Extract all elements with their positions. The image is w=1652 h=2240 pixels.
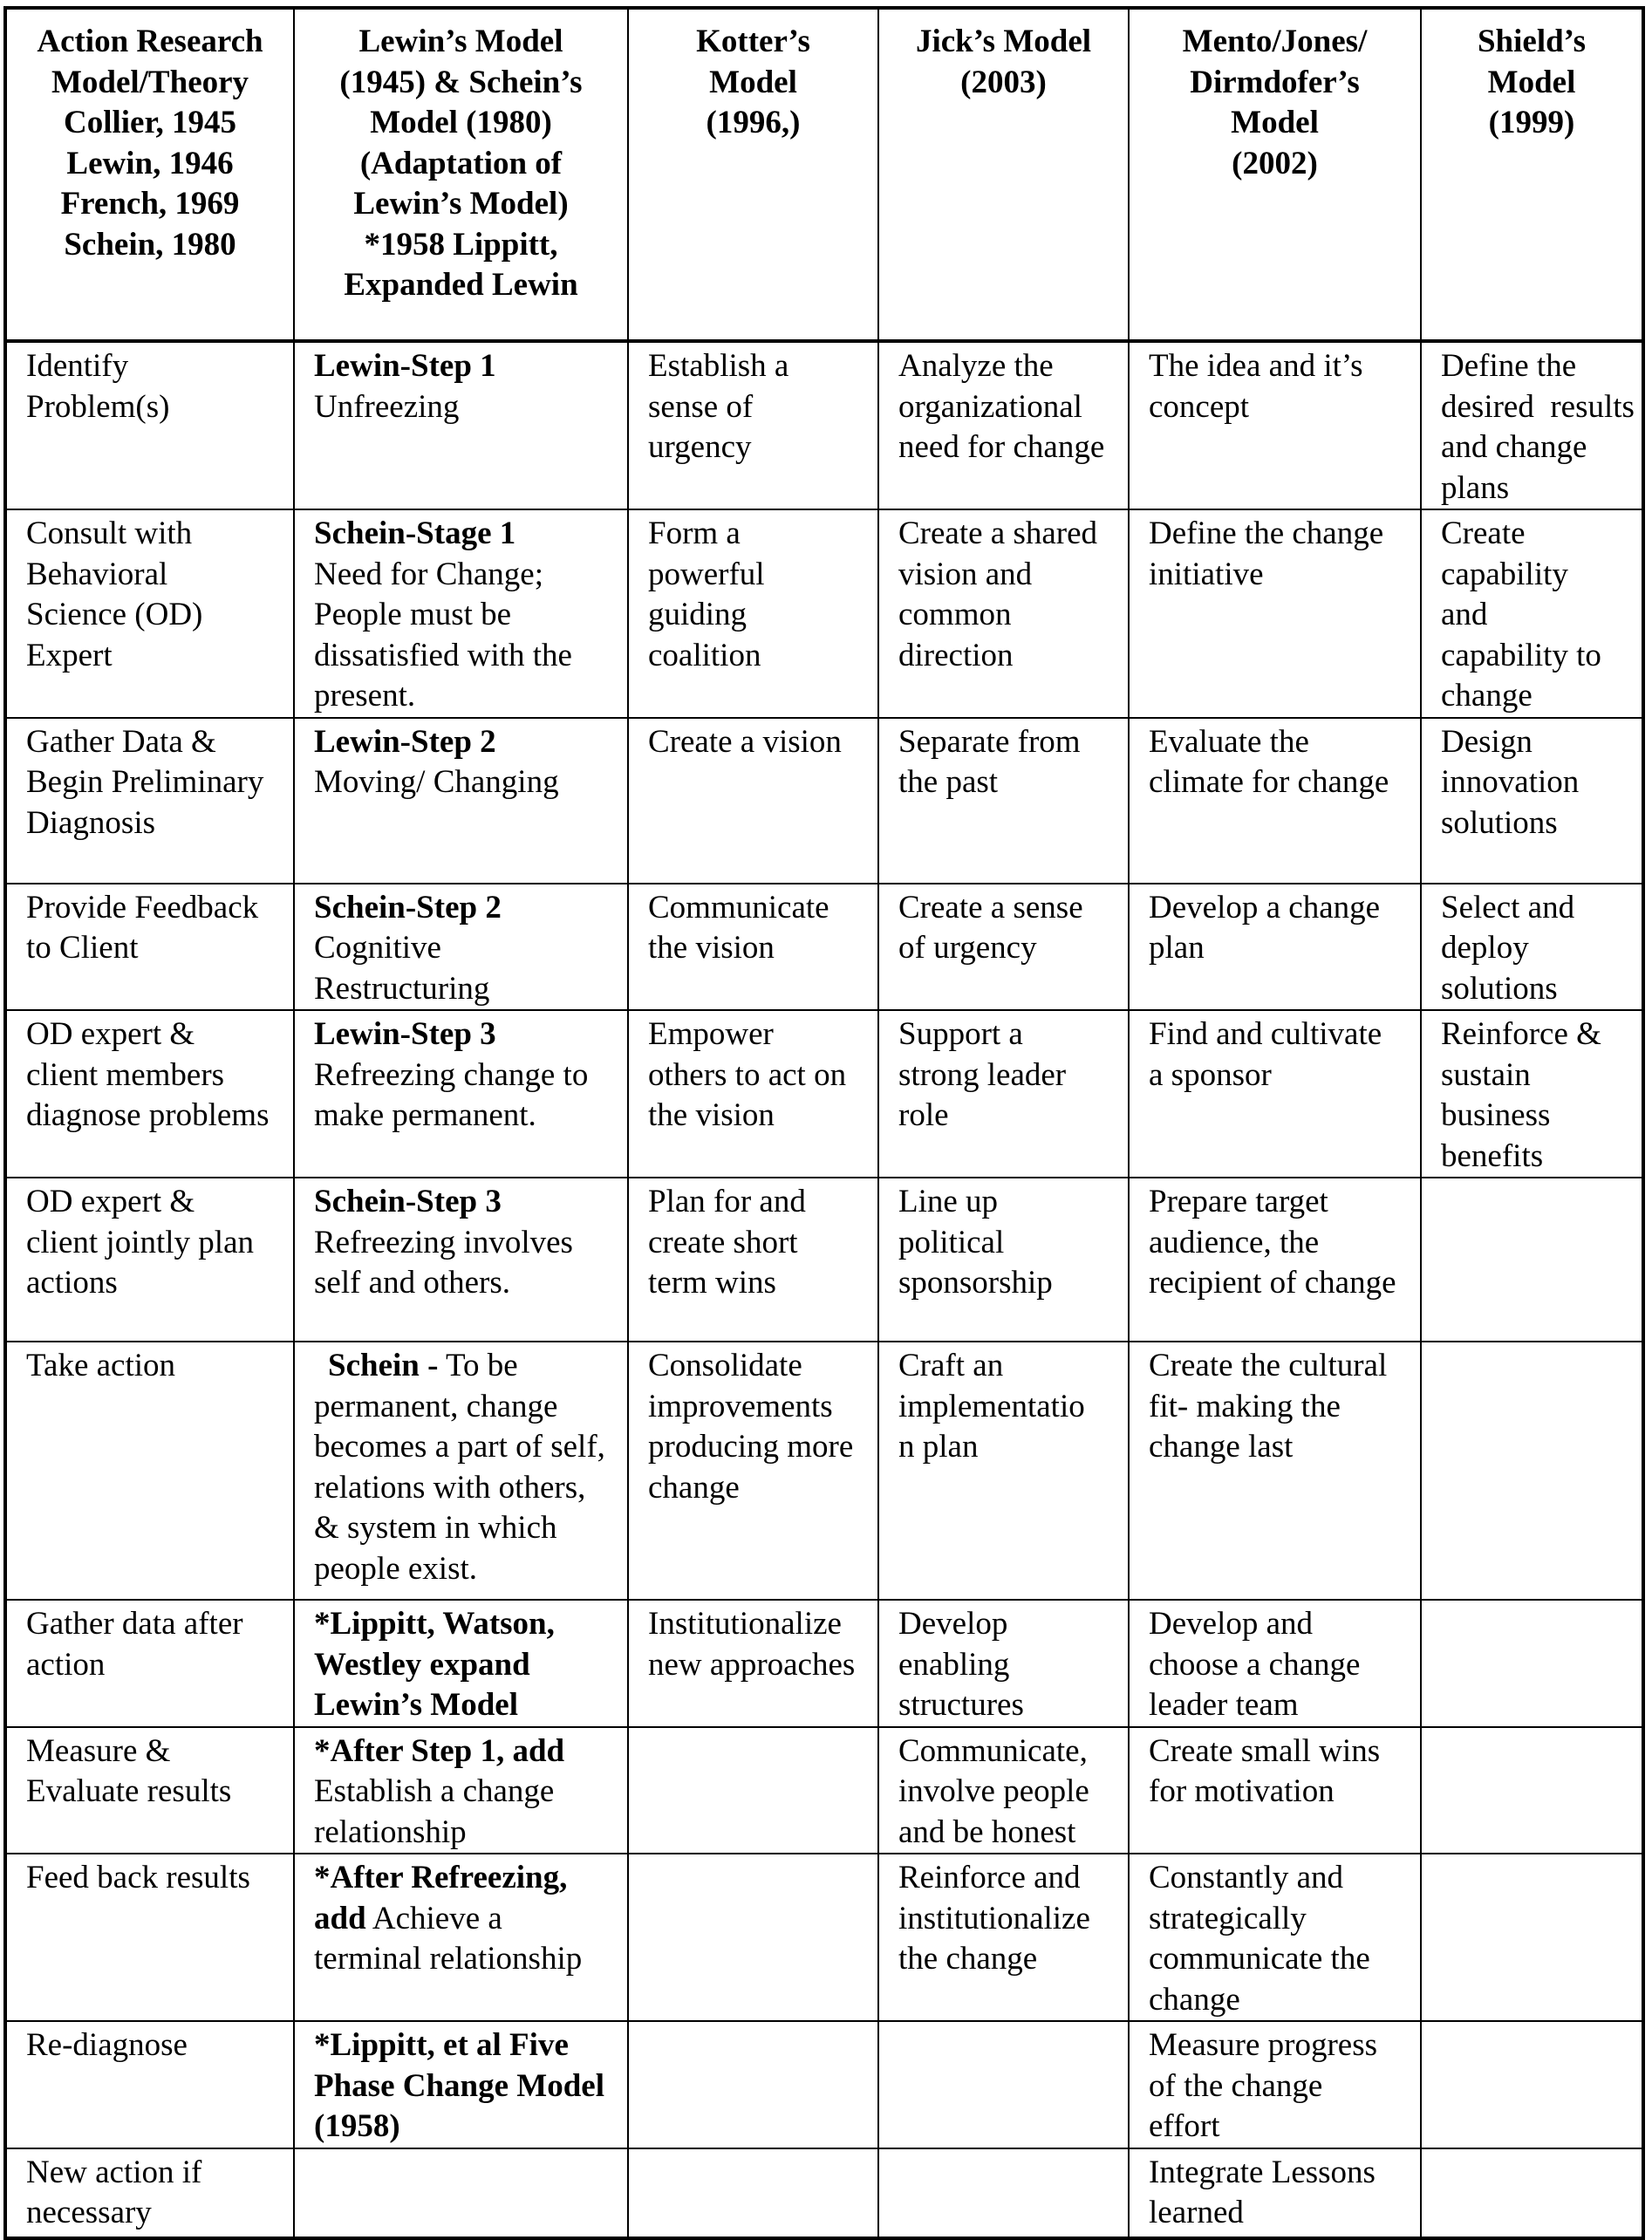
cell-mento: Define the change initiative: [1129, 509, 1421, 718]
cell-kotter: Institutionalize new approaches: [628, 1600, 878, 1727]
cell-action-research: Feed back results: [5, 1854, 294, 2021]
header-line: Collier, 1945: [63, 105, 236, 140]
shield-line: and change: [1441, 429, 1587, 465]
cell-action-research: Consult with Behavioral Science (OD) Expert: [5, 509, 294, 718]
table-body: [5, 341, 1643, 2238]
header-line: Lewin’s Model): [353, 186, 569, 222]
lewin-schein-step-text: Cognitive Restructuring: [314, 930, 490, 1007]
table-row: [5, 509, 1643, 718]
cell-action-research: OD expert & client jointly plan actions: [5, 1178, 294, 1342]
cell-jick: Develop enabling structures: [878, 1600, 1129, 1727]
cell-jick: [878, 2021, 1129, 2148]
header-line: *1958 Lippitt,: [364, 226, 558, 263]
lewin-schein-step-text: Unfreezing: [314, 388, 460, 425]
cell-kotter: [628, 2148, 878, 2238]
table-row: [5, 1342, 1643, 1600]
table-row: [5, 341, 1643, 509]
table-row: [5, 718, 1643, 884]
cell-jick: Reinforce and institutionalize the change: [878, 1854, 1129, 2021]
table-header: [5, 8, 1643, 341]
header-line: Action Research: [37, 24, 263, 59]
cell-shield: [1421, 1178, 1643, 1342]
header-line: Jick’s Model: [915, 24, 1092, 59]
lewin-schein-step-text: Need for Change; People must be dissatisfied with the present.: [314, 556, 572, 714]
header-line: (1999): [1488, 105, 1575, 140]
header-line: (2003): [960, 64, 1047, 100]
lewin-schein-step-label: Schein-Step 3: [314, 1184, 502, 1219]
cell-kotter: [628, 1854, 878, 2021]
lewin-schein-step-text: Refreezing involves self and others.: [314, 1224, 573, 1301]
lewin-schein-step-label: *After Refreezing, add: [314, 1860, 568, 1936]
shield-line: desired results: [1441, 388, 1635, 425]
lewin-schein-step-label: *Lippitt, et al Five Phase Change Model (1958): [314, 2027, 604, 2144]
cell-shield: [1421, 341, 1643, 509]
header-line: Expanded Lewin: [344, 267, 578, 303]
cell-mento: Integrate Lessons learned: [1129, 2148, 1421, 2238]
cell-mento: Create the cultural fit- making the change last: [1129, 1342, 1421, 1600]
cell-lewin-schein: [294, 884, 628, 1011]
cell-kotter: Create a vision: [628, 718, 878, 884]
lewin-schein-step-label: *After Step 1, add: [314, 1732, 565, 1769]
header-line: Model: [1487, 64, 1576, 100]
cell-mento: Evaluate the climate for change: [1129, 718, 1421, 884]
cell-jick: Analyze the organizational need for change: [878, 341, 1129, 509]
cell-jick: Create a sense of urgency: [878, 884, 1129, 1011]
cell-jick: Support a strong leader role: [878, 1010, 1129, 1178]
header-line: Lewin, 1946: [66, 145, 234, 181]
cell-jick: [878, 2148, 1129, 2238]
table-row: [5, 884, 1643, 1011]
header-mento-jones-dirmdofer: [1129, 8, 1421, 341]
header-line: (Adaptation of: [359, 145, 563, 181]
table-row: [5, 1854, 1643, 2021]
cell-lewin-schein: [294, 509, 628, 718]
cell-lewin-schein: [294, 2148, 628, 2238]
cell-kotter: [628, 2021, 878, 2148]
lewin-schein-step-text: Establish a change relationship: [314, 1773, 555, 1850]
cell-action-research: Gather data after action: [5, 1600, 294, 1727]
cell-lewin-schein: [294, 1727, 628, 1854]
header-row: [5, 8, 1643, 341]
header-kotter: [628, 8, 878, 341]
cell-mento: Develop and choose a change leader team: [1129, 1600, 1421, 1727]
lewin-schein-step-label: Lewin-Step 2: [314, 723, 496, 760]
cell-lewin-schein: [294, 718, 628, 884]
lewin-schein-step-text: To be permanent, change becomes a part of self, relations with others, & system in which people exist.: [314, 1348, 605, 1587]
shield-line: Define the: [1441, 348, 1577, 384]
cell-lewin-schein: [294, 1178, 628, 1342]
header-line: Model: [1231, 105, 1319, 140]
header-lewin-schein: [294, 8, 628, 341]
table-row: [5, 2148, 1643, 2238]
table-row: [5, 1600, 1643, 1727]
cell-action-research: Re-diagnose: [5, 2021, 294, 2148]
lewin-schein-step-label: Schein-Step 2: [314, 889, 502, 925]
lewin-schein-step-text: Moving/ Changing: [314, 764, 559, 800]
cell-mento: Constantly and strategically communicate the change: [1129, 1854, 1421, 2021]
cell-kotter: Communicate the vision: [628, 884, 878, 1011]
cell-lewin-schein: [294, 341, 628, 509]
lewin-schein-step-text: Refreezing change to make permanent.: [314, 1056, 589, 1133]
cell-shield: [1421, 1600, 1643, 1727]
cell-mento: Find and cultivate a sponsor: [1129, 1010, 1421, 1178]
cell-shield: Design innovation solutions: [1421, 718, 1643, 884]
cell-jick: Craft an implementatio n plan: [878, 1342, 1129, 1600]
cell-mento: Develop a change plan: [1129, 884, 1421, 1011]
table-row: [5, 1727, 1643, 1854]
header-jick: [878, 8, 1129, 341]
cell-jick: Separate from the past: [878, 718, 1129, 884]
table-row: [5, 2021, 1643, 2148]
header-line: Shield’s: [1477, 24, 1587, 59]
header-line: (1996,): [706, 105, 801, 140]
cell-mento: Measure progress of the change effort: [1129, 2021, 1421, 2148]
header-line: French, 1969: [60, 186, 240, 222]
cell-mento: Create small wins for motivation: [1129, 1727, 1421, 1854]
cell-lewin-schein: [294, 1010, 628, 1178]
header-line: Model (1980): [370, 105, 552, 140]
cell-shield: [1421, 2021, 1643, 2148]
lewin-schein-step-label: Lewin-Step 3: [314, 1016, 496, 1052]
cell-shield: [1421, 2148, 1643, 2238]
header-line: Lewin’s Model: [358, 24, 563, 59]
cell-jick: Line up political sponsorship: [878, 1178, 1129, 1342]
cell-action-research: New action if necessary: [5, 2148, 294, 2238]
header-line: Model/Theory: [51, 64, 249, 100]
cell-shield: [1421, 1342, 1643, 1600]
cell-lewin-schein: [294, 1854, 628, 2021]
header-line: (2002): [1232, 145, 1318, 181]
cell-action-research: Measure & Evaluate results: [5, 1727, 294, 1854]
header-line: Mento/Jones/: [1182, 24, 1368, 59]
cell-lewin-schein: [294, 1342, 628, 1600]
header-action-research: [5, 8, 294, 341]
cell-kotter: [628, 1727, 878, 1854]
cell-lewin-schein: [294, 1600, 628, 1727]
cell-action-research: Gather Data & Begin Preliminary Diagnosis: [5, 718, 294, 884]
header-line: Kotter’s: [696, 24, 810, 59]
header-line: Model: [709, 64, 797, 100]
cell-shield: [1421, 1727, 1643, 1854]
lewin-schein-step-label: *Lippitt, Watson, Westley expand Lewin’s Model: [314, 1606, 555, 1723]
cell-kotter: Plan for and create short term wins: [628, 1178, 878, 1342]
cell-kotter: Empower others to act on the vision: [628, 1010, 878, 1178]
cell-shield: Reinforce & sustain business benefits: [1421, 1010, 1643, 1178]
lewin-schein-step-label: Schein-Stage 1: [314, 516, 516, 551]
cell-mento: The idea and it’s concept: [1129, 341, 1421, 509]
cell-action-research: Take action: [5, 1342, 294, 1600]
table-row: [5, 1178, 1643, 1342]
header-line: Schein, 1980: [64, 226, 236, 263]
cell-jick: Communicate, involve people and be honest: [878, 1727, 1129, 1854]
lewin-schein-step-label: Schein -: [328, 1348, 439, 1383]
cell-kotter: Establish a sense of urgency: [628, 341, 878, 509]
cell-kotter: Consolidate improvements producing more change: [628, 1342, 878, 1600]
cell-kotter: Form a powerful guiding coalition: [628, 509, 878, 718]
cell-action-research: Provide Feedback to Client: [5, 884, 294, 1011]
cell-lewin-schein: [294, 2021, 628, 2148]
cell-mento: Prepare target audience, the recipient of change: [1129, 1178, 1421, 1342]
cell-action-research: Identify Problem(s): [5, 341, 294, 509]
cell-action-research: OD expert & client members diagnose problems: [5, 1010, 294, 1178]
cell-shield: [1421, 1854, 1643, 2021]
lewin-schein-step-label: Lewin-Step 1: [314, 348, 496, 384]
change-models-comparison-table: [3, 6, 1645, 2240]
table-row: [5, 1010, 1643, 1178]
header-line: Dirmdofer’s: [1190, 64, 1360, 100]
cell-jick: Create a shared vision and common direction: [878, 509, 1129, 718]
header-line: (1945) & Schein’s: [339, 64, 583, 100]
lewin-schein-step-text: Achieve a terminal relationship: [314, 1900, 583, 1977]
header-shield: [1421, 8, 1643, 341]
cell-shield: Create capability and capability to change: [1421, 509, 1643, 718]
shield-line: plans: [1441, 469, 1510, 506]
cell-shield: Select and deploy solutions: [1421, 884, 1643, 1011]
